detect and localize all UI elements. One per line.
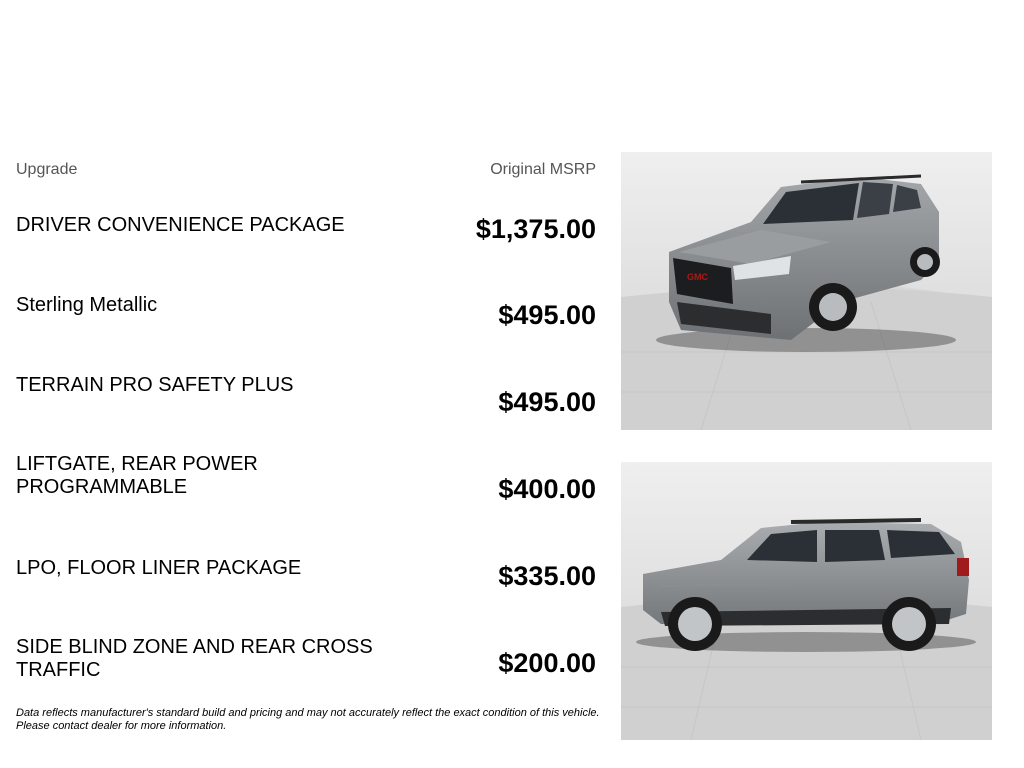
- svg-text:GMC: GMC: [687, 272, 708, 282]
- table-header: [16, 161, 596, 181]
- upgrade-name: LIFTGATE, REAR POWER PROGRAMMABLE: [16, 453, 258, 498]
- upgrade-row: [16, 214, 596, 284]
- upgrade-price: $400.00: [498, 474, 596, 504]
- upgrade-price: $495.00: [498, 387, 596, 417]
- upgrade-row: [16, 453, 596, 523]
- disclaimer: [16, 707, 606, 733]
- upgrade-name: LPO, FLOOR LINER PACKAGE: [16, 557, 302, 579]
- upgrade-name: Sterling Metallic: [16, 294, 158, 316]
- upgrade-price: $495.00: [498, 300, 596, 330]
- upgrade-row: [16, 557, 596, 627]
- vehicle-photo-front[interactable]: [621, 152, 992, 430]
- upgrade-row: [16, 636, 596, 706]
- suv-side-profile-photo-icon: [621, 462, 992, 740]
- upgrade-name: SIDE BLIND ZONE AND REAR CROSS TRAFFIC: [16, 636, 373, 681]
- upgrade-price: $1,375.00: [475, 214, 596, 244]
- upgrade-name: TERRAIN PRO SAFETY PLUS: [16, 374, 294, 396]
- header-original-msrp: Original MSRP: [490, 161, 596, 178]
- vehicle-photo-side[interactable]: [621, 462, 992, 740]
- disclaimer-line-1: Data reflects manufacturer's standard build and pricing and may not accurately reflect the exact condition of this vehicle.: [16, 707, 600, 719]
- suv-front-three-quarter-photo-icon: [621, 152, 992, 430]
- disclaimer-line-2: Please contact dealer for more information.: [16, 720, 227, 732]
- upgrade-price: $335.00: [498, 561, 596, 591]
- upgrade-row: [16, 294, 596, 364]
- upgrade-price: $200.00: [498, 648, 596, 678]
- header-upgrade: Upgrade: [16, 161, 78, 178]
- upgrade-row: [16, 374, 596, 444]
- upgrade-name: DRIVER CONVENIENCE PACKAGE: [16, 214, 345, 236]
